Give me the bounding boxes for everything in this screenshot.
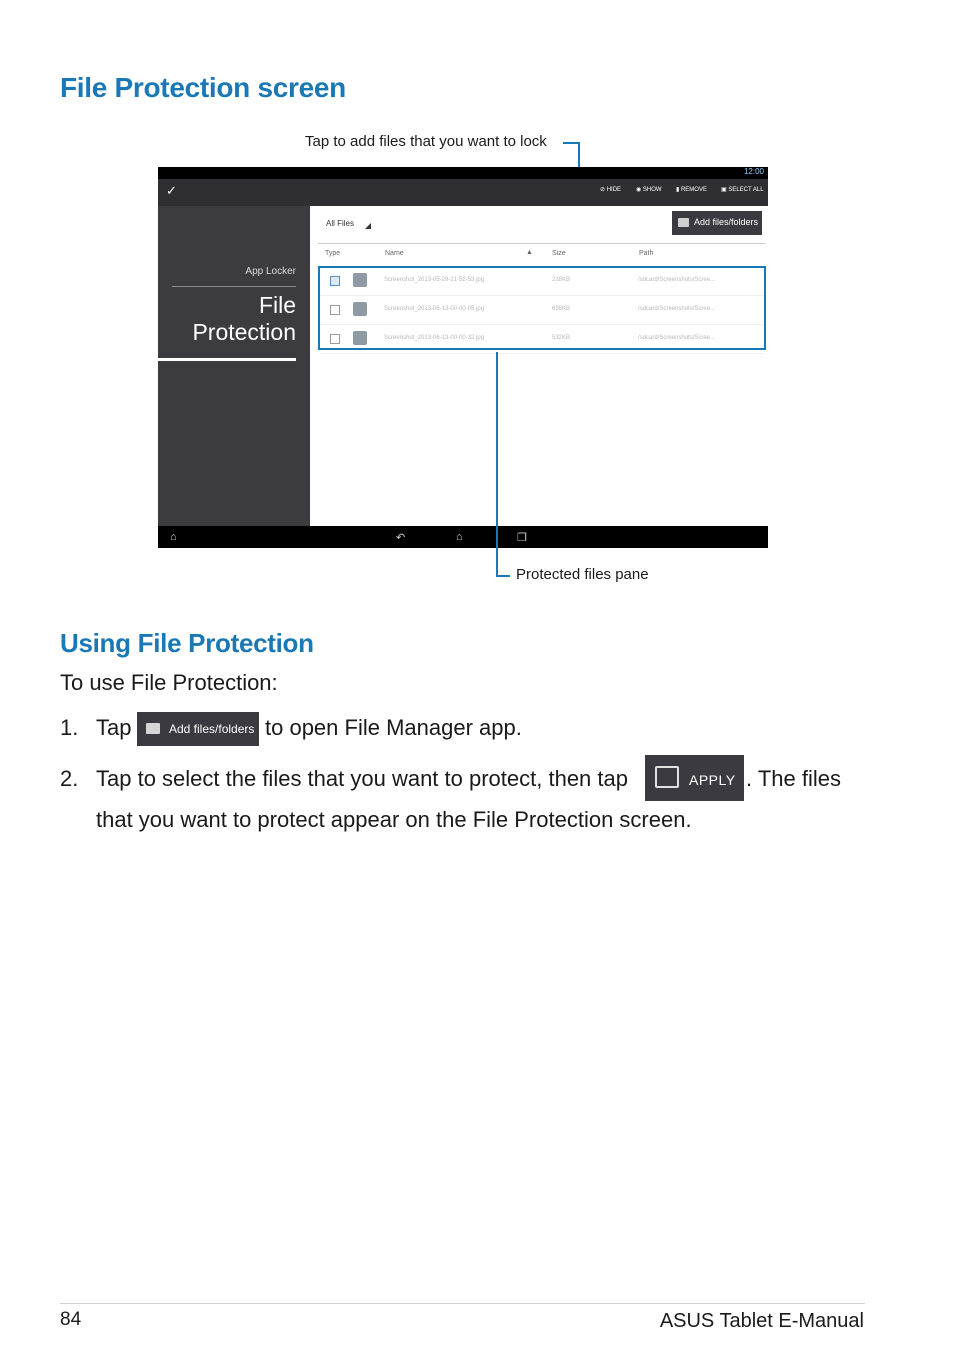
column-size[interactable]: Size bbox=[552, 250, 566, 257]
status-time: 12:00 bbox=[743, 167, 764, 176]
tablet-screenshot bbox=[158, 167, 768, 548]
recent-apps-icon[interactable]: ❐ bbox=[517, 532, 527, 544]
file-path: /sdcard/Screenshots/Scree... bbox=[638, 306, 716, 312]
hide-action[interactable]: ⊘ HIDE bbox=[600, 187, 622, 193]
step2-text-after: . The files bbox=[746, 766, 841, 791]
check-icon[interactable]: ✓ bbox=[166, 183, 177, 198]
section-heading-using-file-protection: Using File Protection bbox=[60, 628, 314, 658]
column-type[interactable]: Type bbox=[325, 250, 341, 257]
callout-line-h1 bbox=[563, 142, 579, 144]
callout-protected-pane: Protected files pane bbox=[516, 566, 649, 583]
side-subtitle: App Locker bbox=[245, 266, 296, 277]
intro-text: To use File Protection: bbox=[60, 670, 278, 695]
step1-number: 1. bbox=[60, 715, 79, 740]
section-heading-file-protection-screen: File Protection screen bbox=[60, 72, 346, 103]
file-size: 532KB bbox=[552, 335, 571, 341]
hide-icon: ⊘ bbox=[600, 187, 607, 193]
column-path[interactable]: Path bbox=[639, 250, 654, 257]
file-size: 698KB bbox=[552, 306, 571, 312]
navigation-bar bbox=[158, 526, 768, 548]
side-panel bbox=[158, 206, 310, 526]
add-files-icon bbox=[146, 723, 160, 734]
dropdown-triangle-icon bbox=[365, 223, 371, 229]
step1-text-before: Tap bbox=[96, 715, 132, 740]
file-path: /sdcard/Screenshots/Scree... bbox=[638, 277, 716, 283]
action-bar bbox=[158, 179, 768, 206]
trash-icon: ▮ bbox=[676, 187, 681, 193]
file-name: Screenshot_2013-06-13-00-00-32.jpg bbox=[384, 335, 485, 341]
callout-line-h3 bbox=[496, 575, 510, 577]
remove-action[interactable]: ▮ REMOVE bbox=[676, 187, 707, 193]
add-files-icon bbox=[678, 218, 689, 227]
add-files-folders-button[interactable]: Add files/folders bbox=[672, 211, 762, 235]
file-name: Screenshot_2013-05-29-21-52-53.jpg bbox=[384, 277, 485, 283]
select-all-icon: ▣ bbox=[721, 187, 729, 193]
filter-dropdown[interactable]: All Files bbox=[326, 219, 355, 228]
step2-text-line2: that you want to protect appear on the File Protection screen. bbox=[96, 807, 692, 832]
select-all-action[interactable]: ▣ SELECT ALL bbox=[721, 187, 764, 193]
side-title-underline bbox=[158, 358, 296, 361]
column-name[interactable]: Name bbox=[385, 250, 404, 257]
file-name: Screenshot_2013-06-13-00-00-05.jpg bbox=[384, 306, 485, 312]
up-icon[interactable]: ⌂ bbox=[170, 531, 177, 543]
home-icon[interactable]: ⌂ bbox=[456, 531, 463, 543]
side-title[interactable]: File Protection bbox=[192, 292, 296, 345]
step2-text-line1: Tap to select the files that you want to protect, then tap bbox=[96, 766, 628, 791]
side-separator bbox=[172, 286, 296, 287]
show-action[interactable]: ◉ SHOW bbox=[636, 187, 662, 193]
page-number: 84 bbox=[60, 1309, 82, 1330]
inline-add-files-button: Add files/folders bbox=[137, 712, 259, 746]
step2-number: 2. bbox=[60, 766, 79, 791]
back-icon[interactable]: ↶ bbox=[396, 532, 406, 544]
header-divider bbox=[318, 243, 766, 244]
callout-line-v2 bbox=[496, 352, 498, 577]
manual-title: ASUS Tablet E-Manual bbox=[659, 1310, 864, 1332]
eye-icon: ◉ bbox=[636, 187, 643, 193]
apply-icon bbox=[655, 766, 679, 788]
callout-add-files: Tap to add files that you want to lock bbox=[305, 133, 547, 150]
status-bar bbox=[158, 167, 768, 179]
protected-files-pane-highlight bbox=[318, 266, 766, 350]
inline-apply-button: APPLY bbox=[645, 755, 744, 801]
step1-text-after: to open File Manager app. bbox=[265, 715, 522, 740]
file-size: 218KB bbox=[552, 277, 571, 283]
sort-ascending-icon: ▲ bbox=[526, 249, 533, 256]
file-path: /sdcard/Screenshots/Scree... bbox=[638, 335, 716, 341]
footer-rule bbox=[60, 1303, 865, 1304]
